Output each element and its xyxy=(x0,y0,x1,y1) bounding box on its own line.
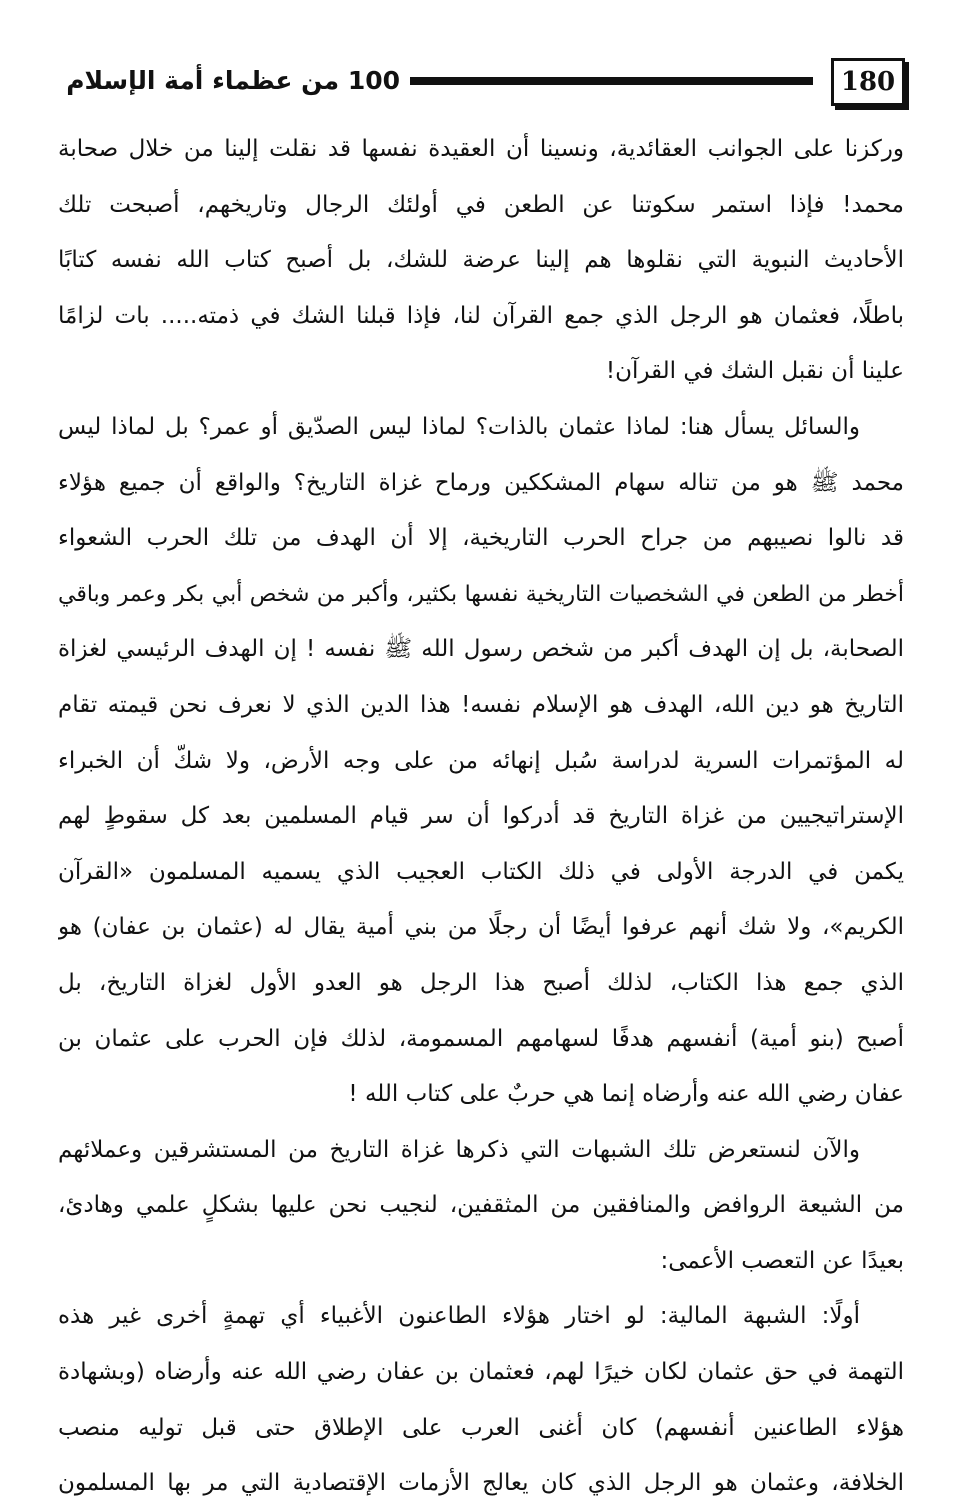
text-line: الإستراتيجيين من غزاة التاريخ قد أدركوا أن سر قيام المسلمين بعد كل سقوطٍ لهم xyxy=(58,803,904,830)
text-line: وركزنا على الجوانب العقائدية، ونسينا أن العقيدة نفسها قد نقلت إلينا من خلال صحابة xyxy=(58,136,904,162)
text-line: قد نالوا نصيبهم من جراح الحرب التاريخية، إلا أن الهدف من تلك الحرب الشعواء xyxy=(58,525,904,552)
text-line: له المؤتمرات السرية لدراسة سُبل إنهائه من على وجه الأرض، ولا شكّ أن الخبراء xyxy=(58,747,904,774)
text-line: الأحاديث النبوية التي نقلوها هم إلينا عرضة للشك، بل أصبح كتاب الله نفسه كتابًا xyxy=(58,247,904,274)
text-line: أصبح (بنو أمية) أنفسهم هدفًا لسهامهم المسمومة، لذلك فإن الحرب على عثمان بن xyxy=(58,1025,904,1052)
text-line: التاريخ هو دين الله، الهدف هو الإسلام نفسه! هذا الدين الذي لا نعرف نحن قيمته تقام xyxy=(58,691,904,718)
text-line: أولًا: الشبهة المالية: لو اختار هؤلاء الطاعنون الأغبياء أي تهمةٍ أخرى غير هذه xyxy=(58,1303,860,1330)
text-line: الخلافة، وعثمان هو الرجل الذي كان يعالج الأزمات الإقتصادية التي مر بها المسلمون xyxy=(58,1470,904,1497)
text-line: والسائل يسأل هنا: لماذا عثمان بالذات؟ لماذا ليس الصدّيق أو عمر؟ بل لماذا ليس xyxy=(58,413,860,440)
text-line: هؤلاء الطاعنين أنفسهم) كان أغنى العرب على الإطلاق حتى قبل توليه منصب xyxy=(58,1414,904,1441)
text-line: من الشيعة الروافض والمنافقين من المثقفين، لنجيب نحن عليها بشكلٍ علمي وهادئ، xyxy=(58,1192,904,1219)
header-rule xyxy=(410,77,813,85)
text-line: أخطر من الطعن في الشخصيات التاريخية نفسها بكثير، وأكبر من شخص أبي بكر وعمر وباقي xyxy=(58,581,904,607)
text-line: محمد! فإذا استمر سكوتنا عن الطعن في أولئك الرجال وتاريخهم، أصبحت تلك xyxy=(58,191,904,218)
text-line: باطلًا، فعثمان هو الرجل الذي جمع القرآن لنا، فإذا قبلنا الشك في ذمته..... بات لزامًا xyxy=(58,302,904,329)
text-line: يكمن في الدرجة الأولى في ذلك الكتاب العجيب الذي يسميه المسلمون «القرآن xyxy=(58,858,904,885)
page-body xyxy=(58,122,904,1512)
book-title: 100 من عظماء أمة الإسلام xyxy=(66,66,400,95)
text-line: عفان رضي الله عنه وأرضاه إنما هي حربٌ على كتاب الله ! xyxy=(348,1081,904,1108)
text-line: علينا أن نقبل الشك في القرآن! xyxy=(605,358,904,385)
text-line: بعيدًا عن التعصب الأعمى: xyxy=(660,1247,904,1274)
page-number: 180 xyxy=(831,58,905,106)
text-line: والآن لنستعرض تلك الشبهات التي ذكرها غزاة التاريخ من المستشرقين وعملائهم xyxy=(58,1136,860,1163)
text-line: التهمة في حق عثمان لكان خيرًا لهم، فعثمان بن عفان رضي الله عنه وأرضاه (وبشهادة xyxy=(58,1359,904,1386)
text-line: الكريم»، ولا شك أنهم عرفوا أيضًا أن رجلًا من بني أمية يقال له (عثمان بن عفان) هو xyxy=(58,914,904,941)
text-line: الذي جمع هذا الكتاب، لذلك أصبح هذا الرجل هو العدو الأول لغزاة التاريخ، بل xyxy=(58,969,904,996)
text-line: الصحابة، بل إن الهدف أكبر من شخص رسول الله ﷺ نفسه ! إن الهدف الرئيسي لغزاة xyxy=(58,636,904,663)
page-header xyxy=(60,56,905,112)
text-line: محمد ﷺ هو من تناله سهام المشككين ورماح غزاة التاريخ؟ والواقع أن جميع هؤلاء xyxy=(58,469,904,496)
